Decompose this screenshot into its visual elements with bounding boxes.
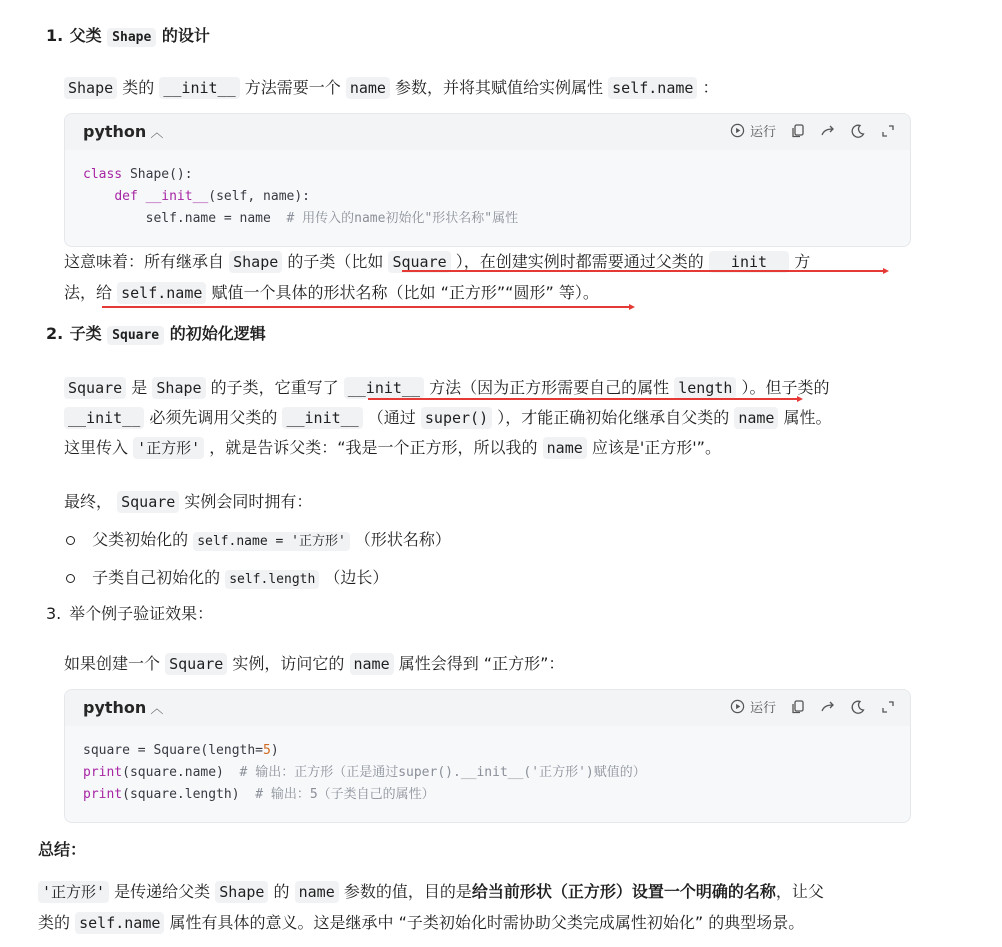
code-body (65, 726, 910, 820)
code-block-2 (64, 689, 911, 823)
chevron-up-icon: ︿ (150, 702, 164, 717)
text: 参数的值，目的是 (343, 882, 472, 901)
text: 方法需要一个 (244, 78, 341, 97)
text: 属性会得到 “正方形”： (398, 654, 565, 673)
inline-code: __init__ (709, 251, 789, 273)
inline-code: __init__ (64, 407, 144, 429)
inline-code: Shape (152, 377, 205, 399)
play-icon (730, 699, 745, 714)
code-comment: # 输出：正方形（正是通过super().__init__('正方形')赋值的） (239, 765, 646, 780)
list-item (66, 528, 451, 554)
code-keyword: def (114, 189, 138, 204)
item2-title-code: Square (107, 326, 164, 345)
play-icon (730, 123, 745, 138)
inline-code: Square (388, 251, 450, 273)
red-underline-annotation (102, 306, 632, 308)
copy-icon[interactable] (790, 699, 806, 715)
item2-para-line1 (64, 376, 830, 400)
item3-heading (46, 602, 213, 626)
code-text: (square.name) (122, 765, 240, 780)
inline-code: Square (64, 377, 126, 399)
code-language-toggle[interactable] (83, 122, 163, 141)
inline-code: length (674, 377, 736, 399)
code-toolbar (730, 121, 896, 140)
item1-title-code: Shape (107, 28, 156, 47)
code-keyword: class (83, 167, 123, 182)
text: 必须先调用父类的 (149, 408, 278, 427)
code-function-name: print (83, 787, 123, 802)
code-block-header (65, 114, 910, 150)
text: ），在创建实例时都需要通过父类的 (455, 252, 704, 271)
red-underline-annotation (368, 398, 800, 400)
code-language-label: python (83, 698, 147, 717)
text: （通过 (367, 408, 416, 427)
item1-explanation-line2 (64, 281, 599, 305)
inline-code: name (350, 653, 394, 675)
text: 方法（因为正方形需要自己的属性 (429, 378, 670, 397)
bold-text: 给当前形状（正方形）设置一个明确的名称 (471, 882, 776, 901)
text: 类的 (38, 913, 71, 932)
bullet-circle-icon (66, 536, 75, 545)
text: 属性。 (783, 408, 832, 427)
text: 的 (273, 882, 290, 901)
code-function-name: __init__ (145, 189, 209, 204)
item1-title-b: 的设计 (161, 26, 210, 45)
code-block-1 (64, 113, 911, 247)
inline-code: name (295, 881, 339, 903)
inline-code: '正方形' (38, 881, 109, 903)
text: ： (702, 78, 719, 97)
code-indent (83, 189, 114, 204)
code-language-label: python (83, 122, 147, 141)
text: ，就是告诉父类：“我是一个正方形，所以我的 (209, 438, 538, 457)
text: 属性有具体的意义。这是继承中 “子类初始化时需协助父类完成属性初始化” 的典型场景。 (169, 913, 805, 932)
item1-paragraph (64, 76, 719, 100)
text: 这里传入 (64, 438, 129, 457)
inline-code: self.length (225, 570, 319, 589)
code-comment: # 用传入的name初始化"形状名称"属性 (286, 211, 519, 226)
item2-para-line4 (64, 490, 312, 514)
inline-code: __init__ (159, 77, 239, 99)
text: （形状名称） (354, 530, 451, 549)
text: 参数，并将其赋值给实例属性 (395, 78, 604, 97)
summary-line2 (38, 911, 804, 935)
list-item (66, 566, 388, 592)
item2-para-line2 (64, 406, 832, 430)
text: 是传递给父类 (114, 882, 211, 901)
item3-paragraph (64, 652, 564, 676)
code-toolbar (730, 697, 896, 716)
inline-code: __init__ (344, 377, 424, 399)
text: ），才能正确初始化继承自父类的 (497, 408, 730, 427)
text: 实例，访问它的 (232, 654, 345, 673)
inline-code: Shape (229, 251, 282, 273)
inline-code: self.name (117, 282, 206, 304)
code-block-header (65, 690, 910, 726)
run-button[interactable] (730, 697, 776, 716)
text: 父类初始化的 (92, 530, 189, 549)
expand-icon[interactable] (880, 123, 896, 139)
text: 的子类（比如 (287, 252, 384, 271)
text: 应该是'正方形'”。 (591, 438, 721, 457)
text: 的子类，它重写了 (210, 378, 339, 397)
text: ）。但子类的 (741, 378, 830, 397)
red-underline-annotation (402, 270, 886, 272)
run-label: 运行 (749, 125, 776, 140)
code-comment: # 输出：5（子类自己的属性） (255, 787, 435, 802)
inline-code: Square (165, 653, 227, 675)
text: 赋值一个具体的形状名称（比如 “正方形”“圆形” 等）。 (211, 283, 599, 302)
inline-code: Shape (215, 881, 268, 903)
summary-title: 总结： (38, 840, 87, 859)
text: 这意味着：所有继承自 (64, 252, 225, 271)
inline-code: super() (421, 407, 492, 429)
code-text: square = Square(length= (83, 743, 264, 758)
run-button[interactable] (730, 121, 776, 140)
code-text: ) (270, 743, 279, 758)
item3-number: 3. (46, 604, 62, 623)
bullet-circle-icon (66, 574, 75, 583)
run-label: 运行 (749, 701, 776, 716)
code-number: 5 (263, 743, 271, 758)
inline-code: Shape (64, 77, 117, 99)
inline-code: self.name (75, 912, 164, 934)
inline-code: name (543, 437, 587, 459)
text: 最终， (64, 492, 113, 511)
share-icon[interactable] (820, 699, 836, 715)
text: 类的 (122, 78, 155, 97)
code-text: (square.length) (122, 787, 256, 802)
item1-title-a: 父类 (69, 26, 102, 45)
inline-code: self.name = '正方形' (193, 532, 350, 551)
item2-title-a: 子类 (69, 324, 102, 343)
item3-title: 举个例子验证效果： (69, 604, 214, 623)
inline-code: '正方形' (133, 437, 204, 459)
item1-number: 1. (46, 26, 64, 45)
inline-code: __init__ (282, 407, 362, 429)
theme-moon-icon[interactable] (850, 123, 866, 139)
text: 是 (131, 378, 148, 397)
code-language-toggle[interactable] (83, 698, 163, 717)
text: 子类自己初始化的 (92, 568, 221, 587)
item2-number: 2. (46, 324, 64, 343)
text: 如果创建一个 (64, 654, 161, 673)
share-icon[interactable] (820, 123, 836, 139)
theme-moon-icon[interactable] (850, 699, 866, 715)
chevron-up-icon: ︿ (150, 126, 164, 141)
copy-icon[interactable] (790, 123, 806, 139)
item2-para-line3 (64, 436, 721, 460)
code-text: (self, name): (208, 189, 310, 204)
text: （边长） (324, 568, 389, 587)
item1-heading (46, 24, 210, 50)
inline-code: Square (117, 491, 179, 513)
text: 方 (794, 252, 811, 271)
text: 法，给 (64, 283, 113, 302)
code-text: self.name = name (83, 211, 287, 226)
item2-heading (46, 322, 266, 348)
expand-icon[interactable] (880, 699, 896, 715)
code-text: Shape(): (122, 167, 193, 182)
inline-code: name (346, 77, 390, 99)
code-function-name: print (83, 765, 123, 780)
item2-title-b: 的初始化逻辑 (169, 324, 266, 343)
inline-code: name (734, 407, 778, 429)
inline-code: self.name (608, 77, 697, 99)
code-space (138, 189, 146, 204)
code-body (65, 150, 910, 244)
text: 实例会同时拥有： (184, 492, 313, 511)
summary-line1 (38, 880, 824, 904)
text: ，让父 (775, 882, 824, 901)
